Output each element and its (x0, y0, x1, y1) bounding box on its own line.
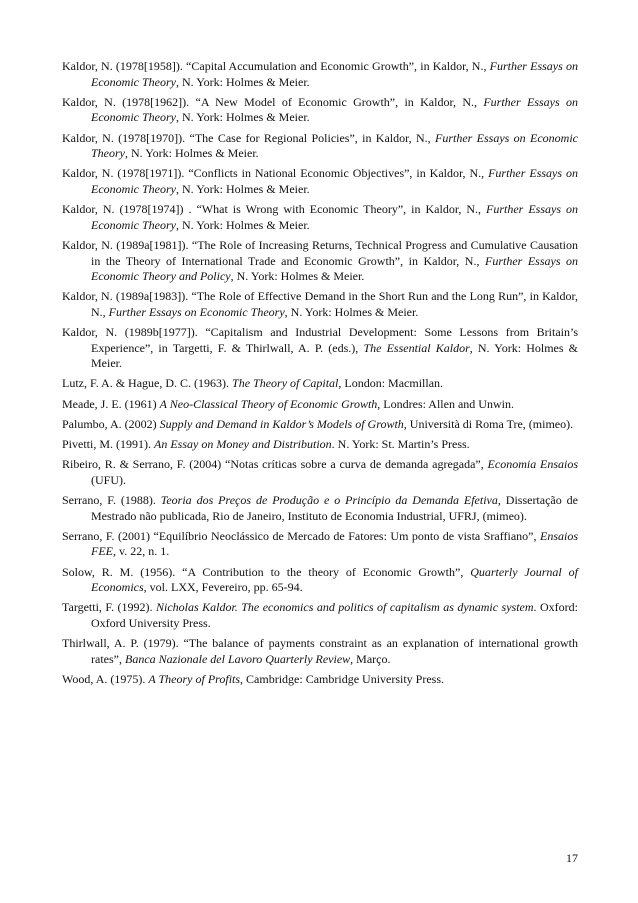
reference-entry (62, 376, 578, 392)
reference-text: Kaldor, N. (1978[1970]). “The Case for Regional Policies”, in Kaldor, N., (62, 130, 435, 145)
reference-text: Palumbo, A. (2002) (62, 416, 160, 431)
reference-text: , Università di Roma Tre, (mimeo). (403, 416, 574, 431)
reference-text: , Março. (350, 651, 391, 666)
reference-text: , N. York: Holmes & Meier. (230, 269, 365, 284)
reference-text: , vol. LXX, Fevereiro, pp. 65-94. (143, 580, 303, 595)
reference-text: , N. York: Holmes & Meier. (175, 181, 310, 196)
reference-text: Kaldor, N. (1978[1974]) . “What is Wrong with Economic Theory”, in Kaldor, N., (62, 202, 486, 217)
reference-text: , N. York: Holmes & Meier. (175, 217, 310, 232)
reference-text: Lutz, F. A. & Hague, D. C. (1963). (62, 376, 233, 391)
reference-title: Teoria dos Preços de Produção e o Princípio da Demanda Efetiva (160, 492, 498, 507)
reference-entry (62, 131, 578, 162)
reference-text: . Oxford: Oxford University Press. (91, 600, 578, 630)
reference-text: , N. York: Holmes & Meier. (284, 304, 419, 319)
reference-title: Further Essays on Economic Theory (91, 59, 578, 89)
reference-entry (62, 417, 578, 433)
reference-entry (62, 95, 578, 126)
reference-text: Kaldor, N. (1978[1971]). “Conflicts in National Economic Objectives”, in Kaldor, N., (62, 166, 489, 181)
reference-entry (62, 59, 578, 90)
reference-text: Pivetti, M. (1991). (62, 437, 154, 451)
reference-title: Further Essays on Economic Theory (108, 304, 285, 319)
reference-entry (62, 289, 578, 320)
reference-text: Kaldor, N. (1989a[1983]). “The Role of Effective Demand in the Short Run and the Long Run”, in Kaldor, N., (62, 289, 578, 319)
reference-text: Serrano, F. (1988). (62, 492, 161, 507)
reference-title: Supply and Demand in Kaldor’s Models of Growth (159, 416, 404, 431)
reference-text: , N. York: Holmes & Meier. (125, 146, 259, 161)
reference-text: , Londres: Allen and Unwin. (377, 396, 514, 411)
reference-entry (62, 397, 578, 413)
reference-text: , N. York: Holmes & Meier. (175, 110, 310, 125)
reference-entry (62, 529, 578, 560)
reference-entry (62, 672, 578, 688)
reference-text: Wood, A. (1975). (62, 671, 149, 686)
reference-title: Further Essays on Economic Theory (91, 202, 578, 232)
reference-text: Solow, R. M. (1956). “A Contribution to the theory of Economic Growth”, (62, 564, 471, 579)
reference-entry (62, 600, 578, 631)
reference-title: Further Essays on Economic Theory (91, 130, 578, 161)
reference-text: Kaldor, N. (1978[1958]). “Capital Accumulation and Economic Growth”, in Kaldor, N., (62, 59, 490, 73)
reference-entry (62, 166, 578, 197)
reference-text: . N. York: St. Martin’s Press. (331, 437, 470, 451)
reference-entry (62, 493, 578, 524)
reference-title: Quarterly Journal of Economics (91, 564, 578, 595)
reference-text: Thirlwall, A. P. (1979). “The balance of payments constraint as an explanation of international growth rates”, (62, 636, 578, 666)
reference-title: Further Essays on Economic Theory (91, 166, 578, 196)
reference-text: , N. York: Holmes & Meier. (175, 74, 310, 89)
reference-text: , v. 22, n. 1. (113, 544, 170, 559)
reference-title: Ensaios FEE (91, 528, 578, 559)
reference-entry (62, 238, 578, 285)
reference-entry (62, 437, 578, 453)
reference-entry (62, 565, 578, 596)
page-number: 17 (566, 851, 578, 865)
reference-title: Further Essays on Economic Theory (91, 94, 578, 125)
reference-title: An Essay on Money and Distribution (154, 437, 332, 451)
reference-title: The Essential Kaldor (363, 340, 470, 355)
reference-entry (62, 202, 578, 233)
reference-title: Nicholas Kaldor. The economics and politics of capitalism as dynamic system (156, 600, 534, 615)
reference-entry (62, 325, 578, 372)
reference-text: (UFU). (91, 472, 126, 487)
reference-list (62, 59, 578, 692)
reference-text: Kaldor, N. (1989b[1977]). “Capitalism and Industrial Development: Some Lessons from Britain’s Experience”, in Targetti, F. & Thirlwall, A. P. (eds.), (62, 325, 578, 355)
reference-text: Meade, J. E. (1961) (62, 396, 160, 411)
reference-text: , N. York: Holmes & Meier. (91, 340, 579, 371)
reference-title: A Neo-Classical Theory of Economic Growth (159, 396, 378, 411)
reference-text: Kaldor, N. (1989a[1981]). “The Role of Increasing Returns, Technical Progress and Cumulative Causation in the Theory of International Trade and Economic Growth”, in Kaldor, N., (62, 237, 578, 268)
reference-entry (62, 636, 578, 667)
reference-text: Kaldor, N. (1978[1962]). “A New Model of Economic Growth”, in Kaldor, N., (62, 94, 484, 109)
reference-title: A Theory of Profits (148, 671, 241, 686)
reference-title: The Theory of Capital (232, 376, 339, 391)
reference-text: , Cambridge: Cambridge University Press. (240, 671, 445, 686)
reference-title: Economia Ensaios (487, 457, 578, 472)
reference-title: Banca Nazionale del Lavoro Quarterly Review (124, 651, 351, 666)
reference-text: , Dissertação de Mestrado não publicada, Rio de Janeiro, Instituto de Economia Industrial, UFRJ, (mimeo). (91, 492, 578, 523)
reference-text: Targetti, F. (1992). (62, 600, 156, 615)
reference-title: Further Essays on Economic Theory and Policy (91, 253, 578, 284)
reference-text: Serrano, F. (2001) “Equilíbrio Neoclássico de Mercado de Fatores: Um ponto de vista Sraffiano”, (62, 528, 540, 543)
reference-entry (62, 457, 578, 488)
reference-text: Ribeiro, R. & Serrano, F. (2004) “Notas críticas sobre a curva de demanda agregada”, (62, 457, 488, 472)
reference-text: , London: Macmillan. (338, 376, 444, 391)
